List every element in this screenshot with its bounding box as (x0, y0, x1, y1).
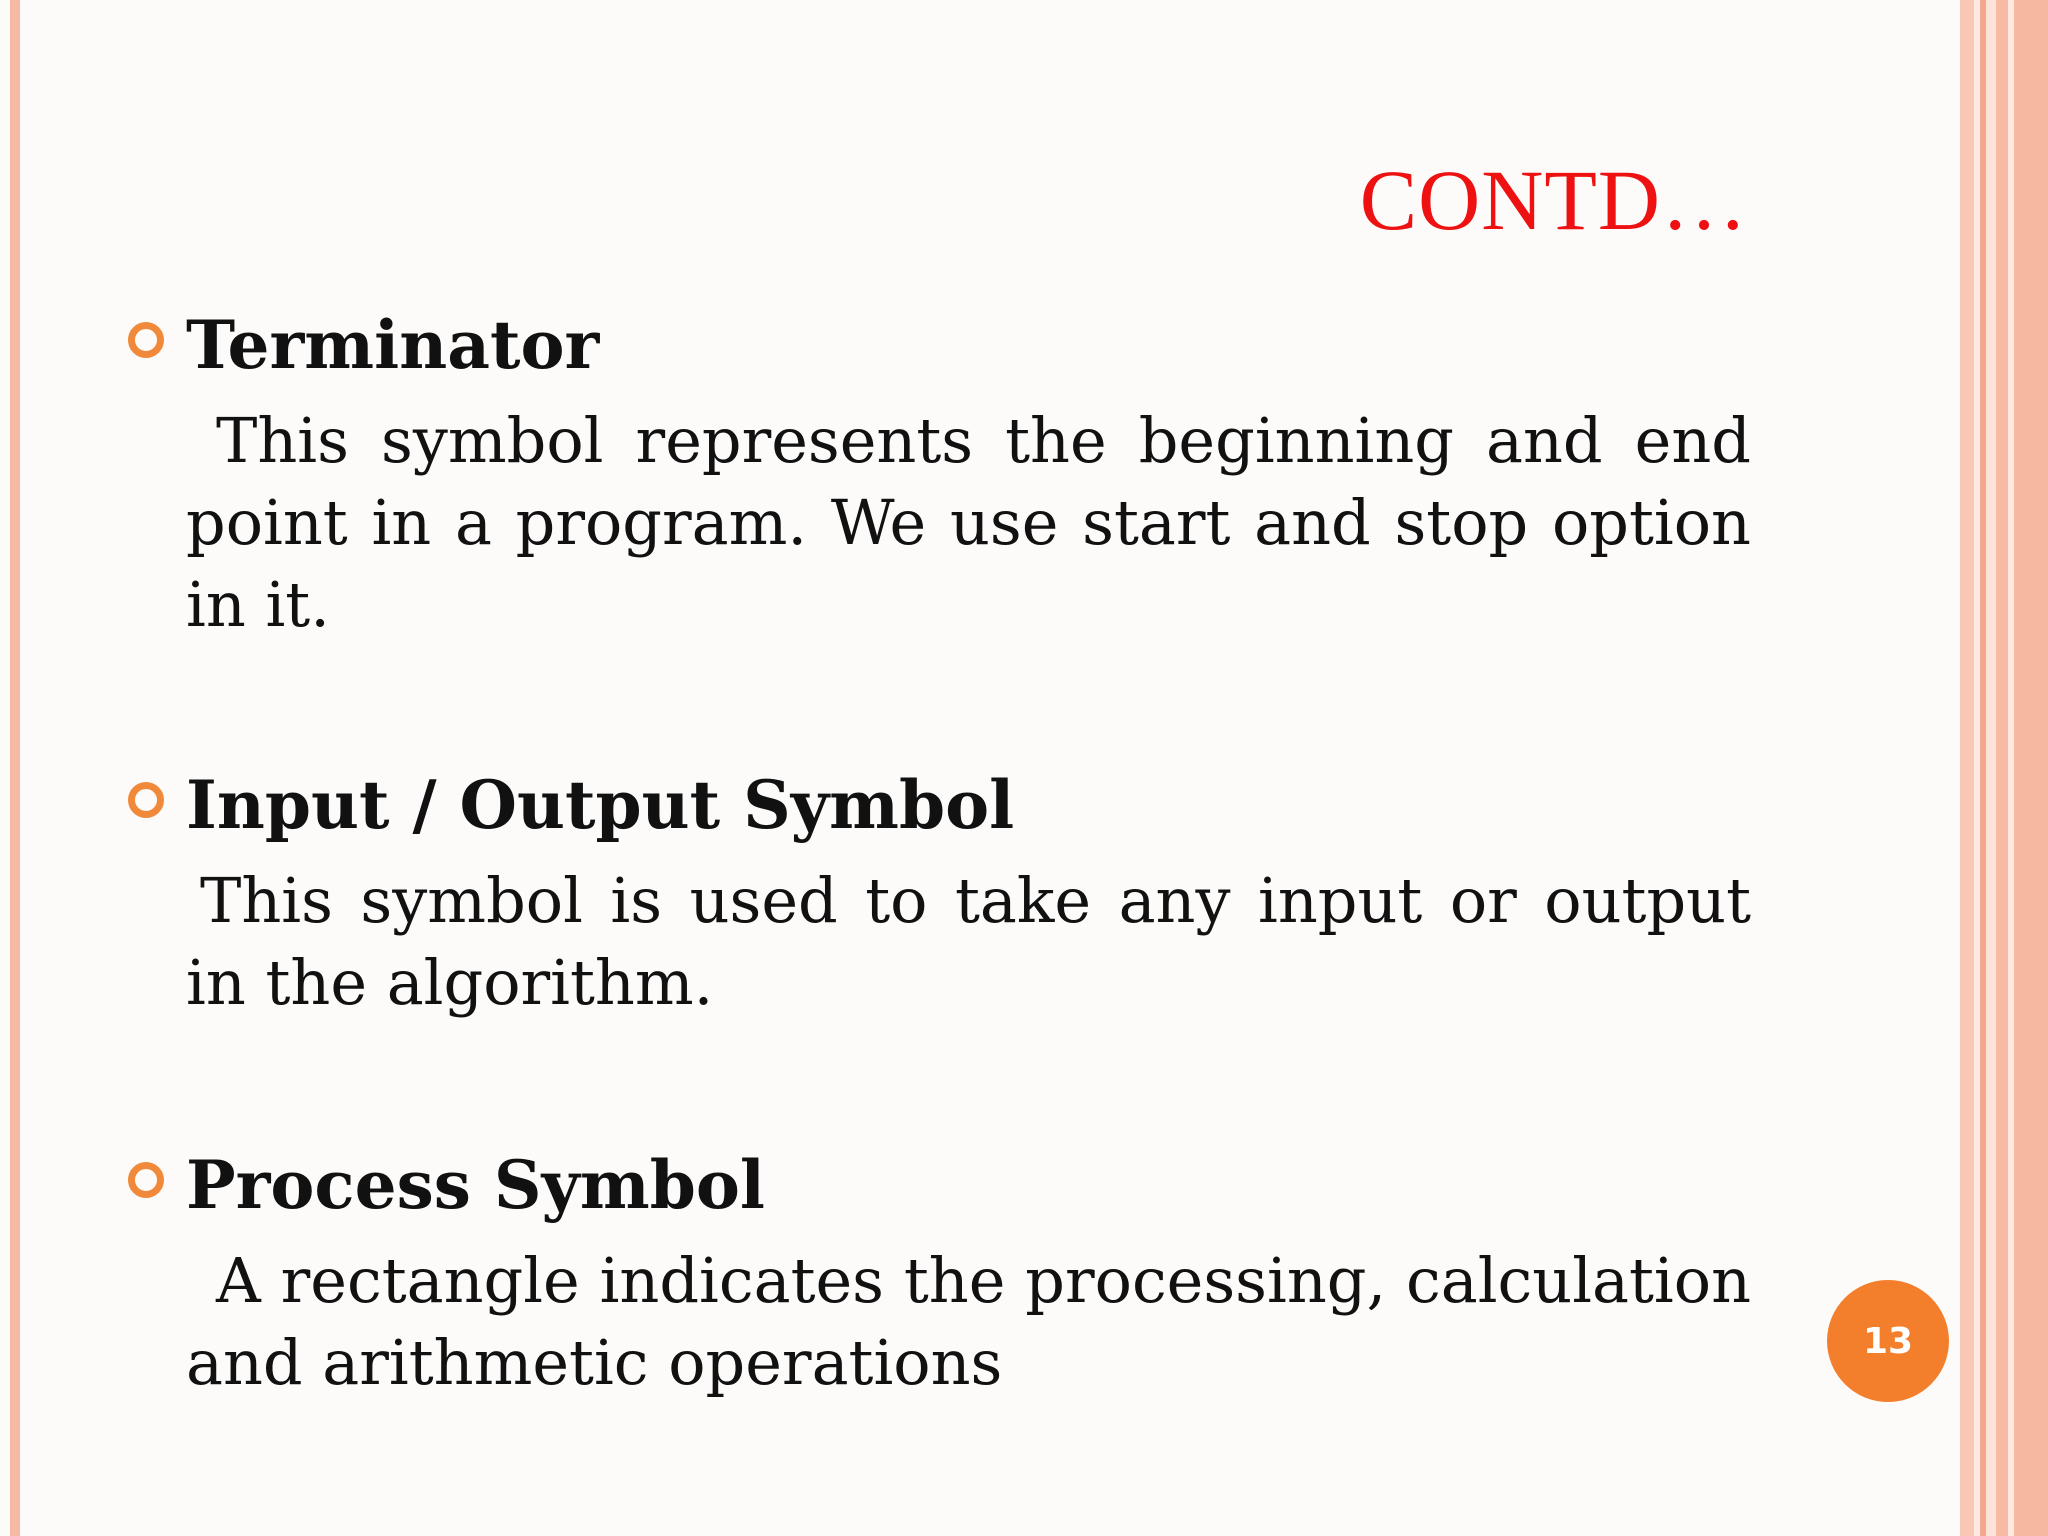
right-decor-bar (1986, 0, 1996, 1536)
section-heading: Terminator (186, 306, 600, 384)
right-decor-bar (1996, 0, 2008, 1536)
bullet-ring-icon (128, 322, 164, 358)
section-body: This symbol represents the beginning and end point in a program. We use start and stop option in it. (186, 404, 1751, 641)
page-number-badge: 13 (1827, 1280, 1949, 1402)
section-heading: Input / Output Symbol (186, 766, 1015, 844)
section-body: This symbol is used to take any input or output in the algorithm. (186, 864, 1751, 1019)
right-decor-bar (2014, 0, 2048, 1536)
section-body: A rectangle indicates the processing, calculation and arithmetic operations (186, 1244, 1751, 1399)
section-heading: Process Symbol (186, 1146, 765, 1224)
right-decor-bar (1960, 0, 1974, 1536)
bullet-ring-icon (128, 782, 164, 818)
slide-title: CONTD… (1359, 152, 1748, 248)
left-accent-stripe (10, 0, 20, 1536)
bullet-ring-icon (128, 1162, 164, 1198)
